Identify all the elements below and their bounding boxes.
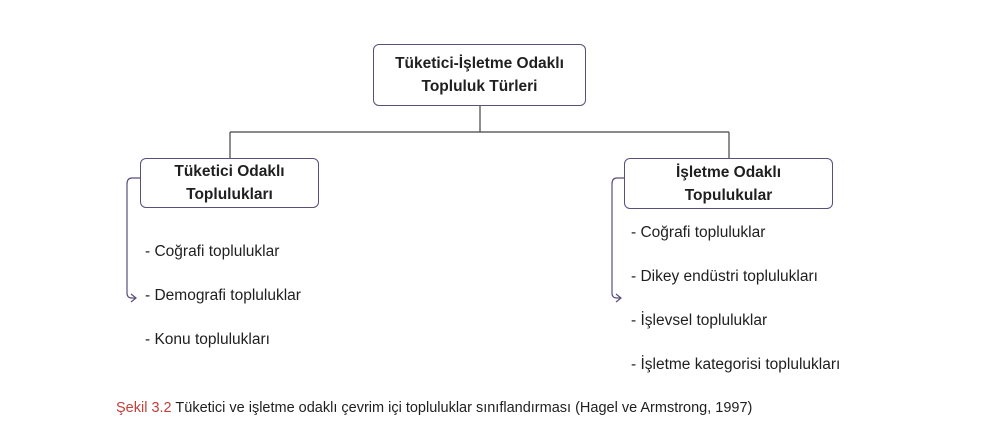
consumer-item: - Coğrafi topluluklar: [145, 243, 280, 260]
business-title-line2: Topulukular: [684, 186, 773, 204]
root-title-line2: Topluluk Türleri: [421, 78, 538, 95]
business-item: - Coğrafi topluluklar: [631, 224, 766, 241]
root-node: [373, 44, 586, 106]
business-title-line1: İşletme Odaklı: [675, 163, 782, 181]
root-title-line1: Tüketici-İşletme Odaklı: [395, 55, 564, 72]
left-bracket: [127, 178, 140, 298]
consumer-item: - Konu toplulukları: [145, 331, 270, 348]
caption-label: Şekil 3.2: [116, 400, 172, 416]
consumer-title-line2: Toplulukları: [186, 186, 273, 203]
business-item: - Dikey endüstri toplulukları: [631, 268, 818, 285]
consumer-title-line1: Tüketici Odaklı: [174, 163, 285, 180]
consumer-node: [140, 158, 319, 208]
business-node: [624, 158, 833, 209]
figure-caption: [116, 400, 752, 416]
right-bracket: [612, 178, 624, 298]
business-item: - İşletme kategorisi toplulukları: [631, 356, 841, 373]
consumer-item: - Demografi topluluklar: [145, 287, 301, 304]
business-item: - İşlevsel topluluklar: [631, 312, 768, 329]
caption-text: Tüketici ve işletme odaklı çevrim içi topluluklar sınıflandırması (Hagel ve Armstrong, 1997): [171, 400, 753, 416]
